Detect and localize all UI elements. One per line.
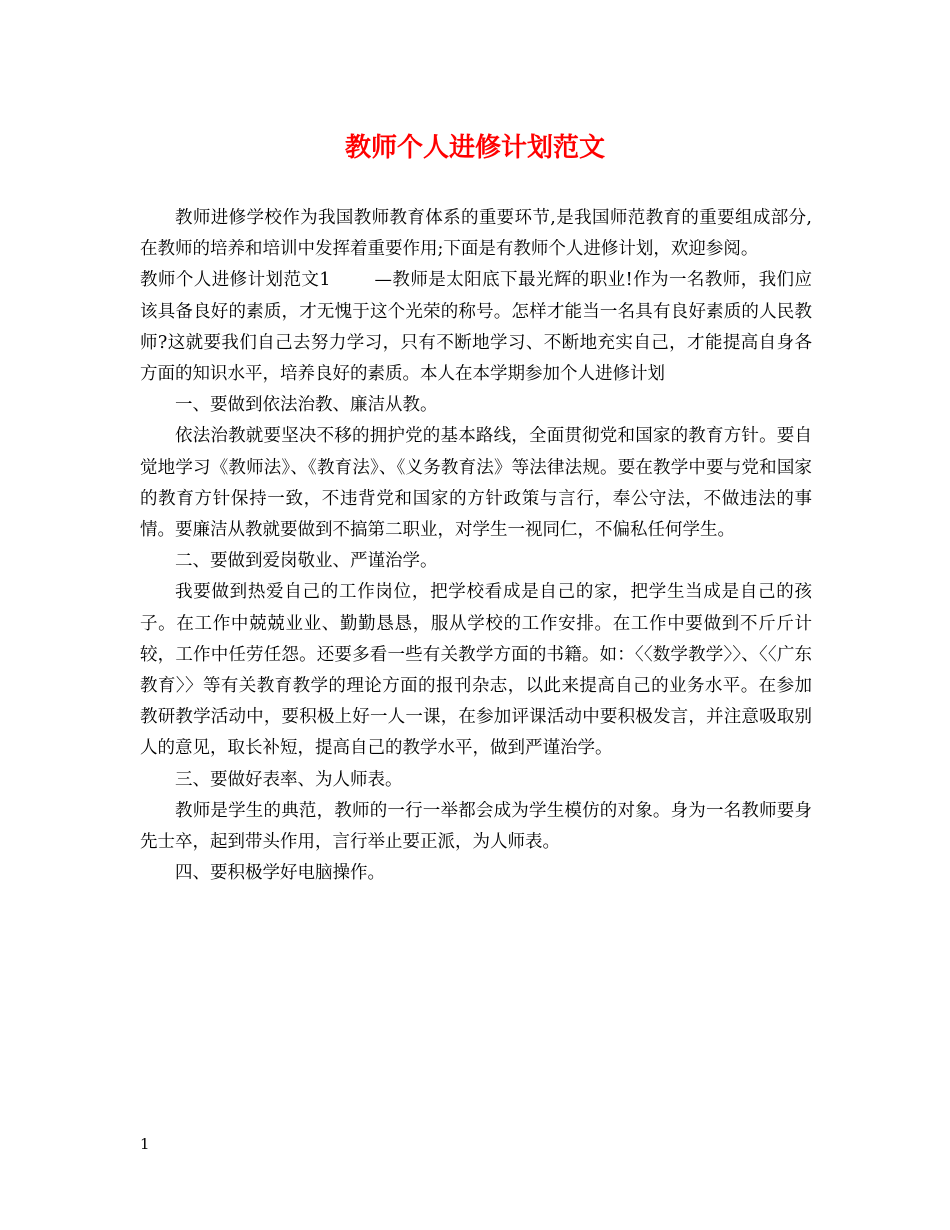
section-text: —教师是太阳底下最光辉的职业!作为一名教师，我们应该具备良好的素质，才无愧于这个光荣的称号。怎样才能当一名具有良好素质的人民教师?这就要我们自己去努力学习，只有不断地学习、不断地充实自己，才能提高自身各方面的知识水平，培养良好的素质。本人在本学期参加个人进修计划: [140, 270, 812, 385]
document-title: 教师个人进修计划范文: [344, 133, 605, 163]
intro-paragraph: 教师进修学校作为我国教师教育体系的重要环节,是我国师范教育的重要组成部分,在教师的培养和培训中发挥着重要作用;下面是有教师个人进修计划，欢迎参阅。: [140, 208, 812, 260]
section-label: 教师个人进修计划范文1: [140, 270, 331, 291]
heading-2: 二、要做到爱岗敬业、严谨治学。: [175, 551, 438, 572]
document-body: [140, 203, 812, 889]
paragraph-3: 教师是学生的典范，教师的一行一举都会成为学生模仿的对象。身为一名教师要身先士卒，起到带头作用，言行举止要正派，为人师表。: [140, 800, 812, 853]
heading-1: 一、要做到依法治教、廉洁从教。: [175, 395, 438, 416]
section-paragraph: [140, 265, 812, 390]
paragraph-1: 依法治教就要坚决不移的拥护党的基本路线，全面贯彻党和国家的教育方针。要自觉地学习《教师法》、《教育法》、《义务教育法》等法律法规。要在教学中要与党和国家的教育方针保持一致，不违背党和国家的方针政策与言行，奉公守法，不做违法的事情。要廉洁从教就要做到不搞第二职业，对学生一视同仁，不偏私任何学生。: [140, 426, 812, 541]
heading-3: 三、要做好表率、为人师表。: [175, 769, 403, 790]
page-number: 1: [140, 1135, 150, 1153]
heading-4: 四、要积极学好电脑操作。: [175, 863, 385, 884]
paragraph-2: 我要做到热爱自己的工作岗位，把学校看成是自己的家，把学生当成是自己的孩子。在工作中兢兢业业、勤勤恳恳，服从学校的工作安排。在工作中要做到不斤斤计较，工作中任劳任怨。还要多看一些有关教学方面的书籍。如：〈〈数学教学〉〉、〈〈广东教育〉〉等有关教育教学的理论方面的报刊杂志，以此来提高自己的业务水平。在参加教研教学活动中，要积极上好一人一课，在参加评课活动中要积极发言，并注意吸取别人的意见，取长补短，提高自己的教学水平，做到严谨治学。: [140, 582, 812, 759]
